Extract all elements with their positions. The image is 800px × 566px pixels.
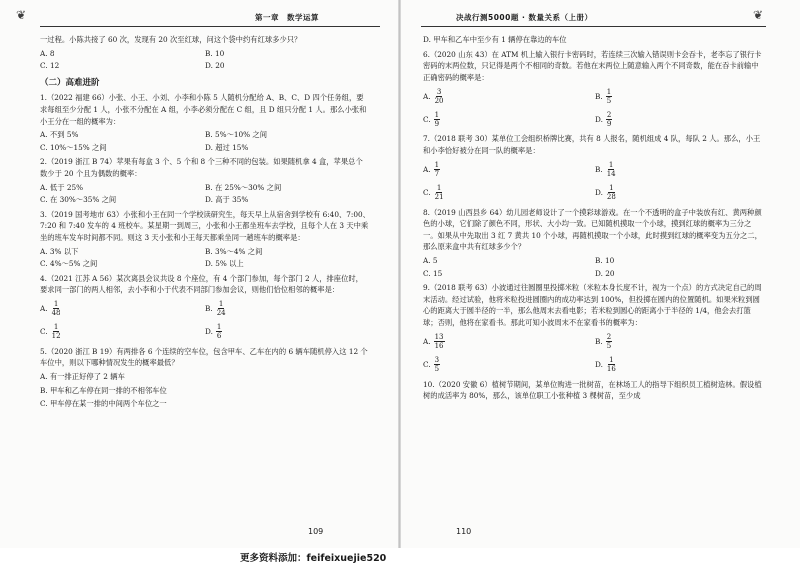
fraction: $\frac{3}{5}$ bbox=[434, 356, 440, 373]
option: C. $\frac{1}{21}$ bbox=[423, 184, 444, 202]
footer-text: 更多资料添加：feifeixuejie520 bbox=[240, 553, 387, 564]
footer-bar bbox=[0, 548, 800, 566]
option: D. $\frac{1}{6}$ bbox=[205, 323, 222, 341]
option: A. $\frac{3}{20}$ bbox=[423, 87, 444, 105]
question-text: 8.（2019 山西县乡 64）幼儿园老师设计了一个摸彩球游戏。在一个不透明的盒子中装放有红、黄两种颜色的小球，它们除了颜色不同，形状、大小均一致。已知随机摸取一个小球，摸到红球的概率为三分之一。如果从中先取出 3 红 7 黄共 10 个小球，再随机摸取一个小球，此时摸到红球的概率变为五分之二，那么原来盒中共有红球多少个？ bbox=[423, 207, 762, 252]
option: B. 10 bbox=[205, 48, 225, 58]
option: D. $\frac{1}{16}$ bbox=[595, 356, 616, 373]
option: A. $\frac{1}{48}$ bbox=[40, 300, 61, 318]
option: D. $\frac{1}{28}$ bbox=[595, 184, 616, 202]
page-number: 109 bbox=[308, 527, 324, 536]
option: A. $\frac{1}{7}$ bbox=[423, 161, 440, 179]
option: A. 低于 25% bbox=[40, 182, 84, 192]
fraction: $\frac{2}{9}$ bbox=[606, 110, 612, 128]
question-text: 10.（2020 安徽 6）植树节期间，某单位购进一批树苗，在林场工人的指导下组织员工植树造林。假设植树的成活率为 80%，那么，该单位职工小张种植 3 棵树苗，至少成 bbox=[423, 379, 762, 401]
question-text: 2.（2019 浙江 B 74）苹果有每盒 3 个、5 个和 8 个三种不同的包装。如果随机拿 4 盒，苹果总个数少于 20 个且为偶数的概率： bbox=[40, 157, 363, 178]
header-rule bbox=[421, 26, 766, 27]
option: C. 4%～5% 之间 bbox=[40, 259, 98, 269]
option: C. 在 30%～35% 之间 bbox=[40, 195, 117, 205]
fraction: $\frac{1}{12}$ bbox=[51, 323, 61, 341]
intro-line: 一过程。小陈共接了 60 次，发现有 20 次至红球，问这个袋中约有红球多少只？ bbox=[40, 35, 302, 44]
fraction: $\frac{1}{21}$ bbox=[434, 184, 444, 202]
fraction: $\frac{1}{6}$ bbox=[216, 323, 222, 341]
fraction: $\frac{1}{5}$ bbox=[606, 87, 612, 105]
question-text: 5.（2020 浙江 B 19）有两排各 6 个连续的空车位，包含甲车、乙车在内的 6 辆车随机停入这 12 个车位中，则以下哪种情况发生的概率最低？ bbox=[40, 346, 368, 368]
fraction: $\frac{1}{24}$ bbox=[216, 300, 226, 318]
option: A. 有一排正好停了 2 辆车 bbox=[40, 372, 125, 382]
question-options bbox=[40, 246, 370, 270]
fraction: $\frac{1}{28}$ bbox=[606, 184, 616, 202]
left-page bbox=[0, 0, 400, 548]
fraction: $\frac{3}{20}$ bbox=[434, 87, 444, 105]
option: C. $\frac{1}{9}$ bbox=[423, 110, 440, 128]
question-options bbox=[423, 331, 763, 376]
option: D. 20 bbox=[595, 268, 615, 278]
fraction: $\frac{1}{16}$ bbox=[606, 356, 616, 373]
fraction: $\frac{1}{7}$ bbox=[434, 161, 440, 179]
option: C. $\frac{1}{12}$ bbox=[40, 323, 61, 341]
fraction: $\frac{1}{14}$ bbox=[606, 161, 616, 179]
right-page-content bbox=[423, 34, 763, 404]
fraction: $\frac{1}{48}$ bbox=[51, 300, 61, 318]
right-page-header: 决战行测5000题 · 数量关系（上册） bbox=[456, 13, 593, 22]
question-options bbox=[423, 85, 763, 130]
left-page-header: 第一章 数学运算 bbox=[255, 13, 319, 22]
option: A. 3% 以下 bbox=[40, 246, 79, 256]
fraction: $\frac{13}{16}$ bbox=[434, 333, 444, 350]
option: B. 10 bbox=[595, 255, 615, 265]
option: A. 8 bbox=[40, 48, 55, 58]
question-options bbox=[423, 159, 763, 204]
option: D. 高于 35% bbox=[205, 195, 249, 205]
leaf-ornament-icon: ❦ bbox=[16, 8, 27, 22]
intro-options bbox=[40, 48, 370, 72]
option: B. $\frac{1}{24}$ bbox=[205, 300, 226, 318]
fraction: $\frac{1}{9}$ bbox=[434, 110, 440, 128]
option: B. 甲车和乙车停在同一排的不相邻车位 bbox=[40, 385, 167, 395]
leaf-ornament-icon: ❦ bbox=[753, 8, 764, 22]
left-page-content bbox=[40, 34, 370, 412]
option: B. 3%～4% 之间 bbox=[205, 246, 263, 256]
option: D. 20 bbox=[205, 61, 225, 71]
question-options bbox=[40, 129, 370, 153]
option: D. $\frac{2}{9}$ bbox=[595, 110, 612, 128]
fraction: $\frac{2}{5}$ bbox=[606, 333, 612, 350]
option: B. $\frac{2}{5}$ bbox=[595, 333, 612, 350]
section-title: （二）高难进阶 bbox=[40, 77, 100, 88]
question-text: 6.（2020 山东 43）在 ATM 机上输入银行卡密码时，若连续三次输入错误则卡会吞卡，老李忘了银行卡密码的末两位数，只记得是两个不相同的奇数。若他在末两位上随意输入两个不同奇数，能在吞卡前输中正确密码的概率是： bbox=[423, 49, 762, 82]
option: B. $\frac{1}{14}$ bbox=[595, 161, 616, 179]
option: A. 不到 5% bbox=[40, 130, 79, 140]
page-number: 110 bbox=[456, 527, 472, 536]
question-options bbox=[40, 298, 370, 343]
option: A. 5 bbox=[423, 255, 438, 265]
option: C. 12 bbox=[40, 61, 60, 71]
option: A. $\frac{13}{16}$ bbox=[423, 333, 444, 350]
option: C. 甲车停在某一排的中间两个车位之一 bbox=[40, 399, 167, 409]
option: D. 5% 以上 bbox=[205, 259, 244, 269]
question-options bbox=[423, 255, 763, 279]
option: D. 超过 15% bbox=[205, 142, 249, 152]
option: C. 15 bbox=[423, 268, 443, 278]
header-rule bbox=[40, 26, 380, 27]
option: C. 10%～15% 之间 bbox=[40, 142, 107, 152]
right-page bbox=[401, 0, 800, 548]
option: B. $\frac{1}{5}$ bbox=[595, 87, 612, 105]
question-text: 3.（2019 国考地市 63）小张和小王在同一个学校读研究生，每天早上从宿舍到学校有 6:40、7:00、7:20 和 7:40 发车的 4 班校车。某星期一到周三，小张和小王都坐班车去学校，且每个人在 3 天中乘坐的班车发车时间都不同。则这 3 天小张和小王每天都乘坐同一趟班车的概率是： bbox=[40, 209, 370, 242]
question-text: 4.（2021 江苏 A 56）某次离县会议共设 8 个座位，有 4 个部门参加，每个部门 2 人，排座位时，要求同一部门的两人相邻，去小李和小于代表不同部门参加会议，则他们恰位相邻的概率是： bbox=[40, 273, 363, 295]
option: D. 甲车和乙车中至少有 1 辆停在靠边的车位 bbox=[423, 35, 567, 44]
question-text: 7.（2018 联考 30）某单位工会组织桥牌比赛，共有 8 人报名，随机组成 4 队，每队 2 人。那么，小王和小李恰好被分在同一队的概率是： bbox=[423, 134, 761, 155]
option: C. $\frac{3}{5}$ bbox=[423, 356, 440, 373]
question-text: 9.（2018 联考 63）小波通过往圆圈里投掷米粒（米粒本身长度不计，视为一个点）的方式决定自己的周末活动。经过试验，他将米粒投进圆圈内的成功率达到 100%，但投掷在圆内的位置随机。如果米粒到圆心的距离大于圆半径的一半，那么他周末去看电影；若米粒到圆心的距离小于半径的 1/4，他会去打篮球；否则，他将在家看书。那此可知小波周末不在家看书的概率为： bbox=[423, 283, 762, 327]
question-options bbox=[40, 182, 370, 206]
option: B. 在 25%～30% 之间 bbox=[205, 182, 282, 192]
option: B. 5%～10% 之间 bbox=[205, 130, 268, 140]
question-text: 1.（2022 福建 66）小张、小王、小刘、小李和小陈 5 人随机分配给 A、B、C、D 四个任务组，要求每组至少分配 1 人，小张不分配在 A 组，小李必须分配在 C 组，且 D 组只分配 1 人。那么小张和小王分在一组的概率为： bbox=[40, 93, 367, 126]
